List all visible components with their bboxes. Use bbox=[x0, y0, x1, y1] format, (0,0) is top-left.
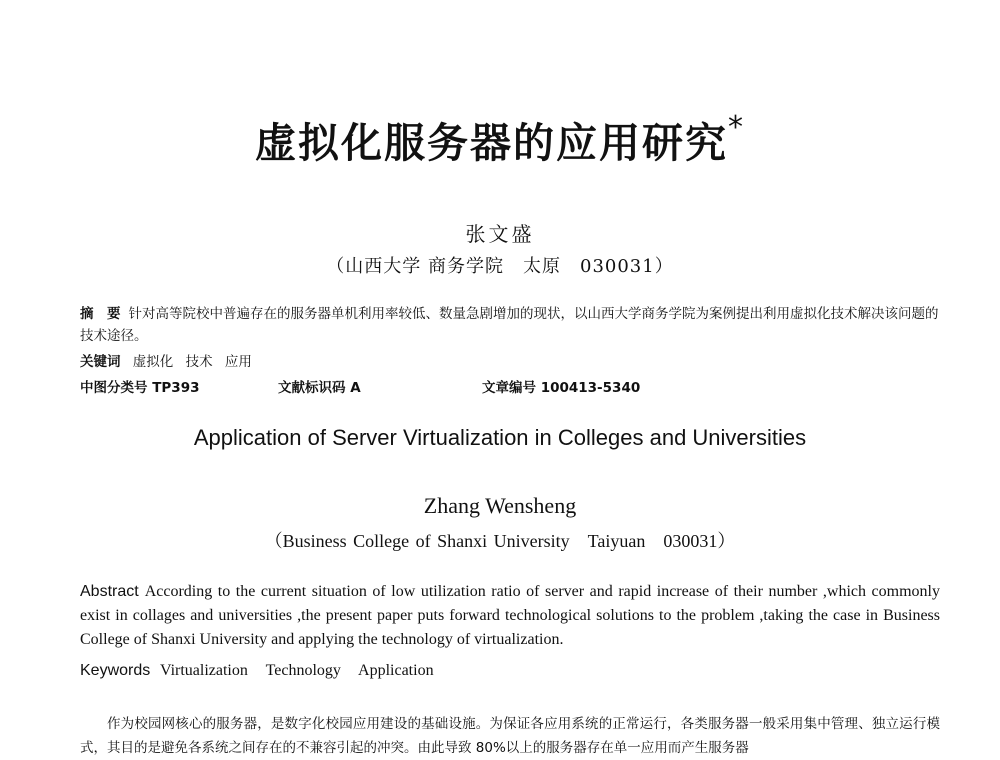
document-code: 文献标识码 A bbox=[278, 380, 361, 396]
english-title: Application of Server Virtualization in Colleges and Universities bbox=[193, 425, 807, 450]
chinese-keywords bbox=[80, 350, 940, 370]
clc-number: 中图分类号 TP393 bbox=[80, 380, 200, 396]
chinese-affiliation: （山西大学 商务学院 太原 030031） bbox=[326, 256, 674, 277]
chinese-abstract-text: 针对高等院校中普遍存在的服务器单机利用率较低、数量急剧增加的现状，以山西大学商务学院为案例提出利用虚拟化技术解决该问题的技术途径。 bbox=[80, 306, 939, 344]
chinese-title-text: 虚拟化服务器的应用研究 bbox=[255, 119, 728, 167]
english-affiliation: （Business College of Shanxi University Taiyuan 030031） bbox=[264, 531, 736, 551]
english-keywords-label: Keywords bbox=[80, 662, 151, 679]
english-keyword: Virtualization bbox=[159, 662, 248, 679]
classification-line bbox=[80, 376, 940, 398]
english-keywords bbox=[80, 662, 940, 680]
english-abstract bbox=[80, 580, 940, 652]
chinese-keyword: 应用 bbox=[224, 354, 252, 370]
english-abstract-label: Abstract bbox=[80, 583, 139, 600]
article-number: 文章编号 100413-5340 bbox=[482, 380, 641, 396]
chinese-keyword: 技术 bbox=[185, 354, 213, 370]
english-keyword: Application bbox=[358, 662, 434, 679]
chinese-keywords-label: 关键词 bbox=[80, 354, 121, 370]
chinese-title bbox=[0, 110, 1000, 169]
english-keyword: Technology bbox=[265, 662, 341, 679]
english-abstract-text: According to the current situation of low utilization ratio of server and rapid increase of their number ,which commonly exist in collages and universities ,the present paper puts forward technological solutions to the problem ,taking the case in Business College of Shanxi University and applying the technology of virtualization. bbox=[80, 583, 940, 648]
chinese-abstract bbox=[80, 303, 940, 347]
chinese-author: 张文盛 bbox=[465, 222, 535, 246]
title-footnote-mark: * bbox=[728, 110, 745, 145]
chinese-abstract-label: 摘 要 bbox=[80, 306, 121, 322]
english-author: Zhang Wensheng bbox=[423, 493, 577, 518]
chinese-keyword: 虚拟化 bbox=[132, 354, 174, 370]
body-paragraph: 作为校园网核心的服务器，是数字化校园应用建设的基础设施。为保证各应用系统的正常运行，各类服务器一般采用集中管理、独立运行模式，其目的是避免各系统之间存在的不兼容引起的冲突。由此导致 80%以上的服务器存在单一应用而产生服务器 bbox=[80, 716, 940, 756]
